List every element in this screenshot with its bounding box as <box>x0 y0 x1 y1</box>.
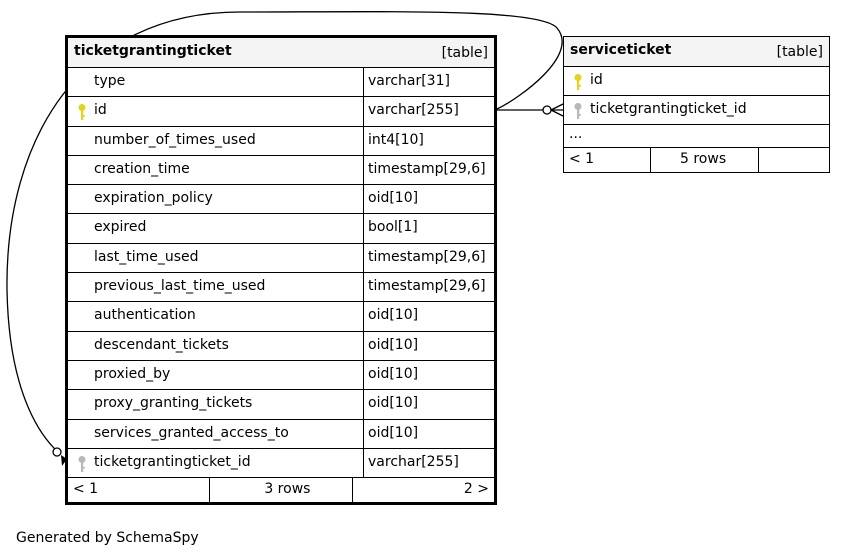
column-name-cell <box>68 273 364 301</box>
column-name-cell <box>68 332 364 360</box>
table-header <box>68 38 494 68</box>
column-name: previous_last_time_used <box>94 278 266 295</box>
column-row-number-of-times-used[interactable] <box>68 127 494 156</box>
column-name: creation_time <box>94 160 190 177</box>
generated-by-credit[interactable]: Generated by SchemaSpy <box>16 530 199 546</box>
column-name-cell <box>68 127 364 155</box>
children-link-cell <box>759 148 829 172</box>
column-name-cell <box>68 214 364 242</box>
table-kind-label: [table] <box>441 45 488 61</box>
column-type: oid[10] <box>368 190 419 207</box>
self-reference-optional-marker <box>53 448 61 456</box>
column-name-cell <box>68 68 364 96</box>
column-name: expiration_policy <box>94 190 213 207</box>
column-type: varchar[255] <box>368 453 459 470</box>
parents-link-cell[interactable] <box>564 148 651 172</box>
column-type: oid[10] <box>368 395 419 412</box>
column-type-cell <box>364 273 494 301</box>
column-row-last-time-used[interactable] <box>68 244 494 273</box>
column-row-creation-time[interactable] <box>68 156 494 185</box>
column-name: ticketgrantingticket_id <box>94 453 251 470</box>
column-type: oid[10] <box>368 424 419 441</box>
column-name: number_of_times_used <box>94 131 256 148</box>
table-footer <box>68 478 494 502</box>
column-type-cell <box>364 244 494 272</box>
table-title[interactable]: ticketgrantingticket <box>74 43 232 59</box>
primary-key-icon <box>77 103 87 121</box>
column-type-cell <box>364 68 494 96</box>
column-row-expiration-policy[interactable] <box>68 185 494 214</box>
column-name-cell <box>68 390 364 418</box>
row-count: 3 rows <box>264 481 311 498</box>
column-name: authentication <box>94 307 196 324</box>
column-row-id[interactable] <box>564 67 829 96</box>
column-name-cell <box>68 302 364 330</box>
column-type-cell <box>364 361 494 389</box>
column-name-cell <box>68 361 364 389</box>
table-header <box>564 37 829 67</box>
column-row-type[interactable] <box>68 68 494 97</box>
column-type-cell <box>364 420 494 448</box>
column-type: oid[10] <box>368 336 419 353</box>
column-row-proxied-by[interactable] <box>68 361 494 390</box>
column-type-cell <box>364 302 494 330</box>
parents-count[interactable]: < 1 <box>73 481 99 498</box>
column-type-cell <box>364 156 494 184</box>
column-name-cell <box>68 185 364 213</box>
foreign-key-icon <box>573 102 583 120</box>
serviceticket-table[interactable] <box>563 36 830 173</box>
column-name: last_time_used <box>94 248 199 265</box>
column-name: id <box>94 102 107 119</box>
table-kind-label: [table] <box>776 44 823 60</box>
column-row-proxy-granting-tickets[interactable] <box>68 390 494 419</box>
column-name: expired <box>94 219 147 236</box>
column-type: timestamp[29,6] <box>368 160 486 177</box>
column-type: bool[1] <box>368 219 418 236</box>
row-count-cell <box>209 478 351 502</box>
column-type: oid[10] <box>368 365 419 382</box>
column-type-cell <box>364 332 494 360</box>
children-count[interactable]: 2 > <box>463 481 489 498</box>
foreign-key-icon <box>77 455 87 473</box>
table-footer <box>564 148 829 172</box>
column-row-ticketgrantingticket-id[interactable] <box>68 449 494 478</box>
column-name: proxied_by <box>94 365 171 382</box>
column-name: ticketgrantingticket_id <box>590 101 747 117</box>
row-count-cell <box>651 148 759 172</box>
column-type: oid[10] <box>368 307 419 324</box>
column-type-cell <box>364 185 494 213</box>
column-name-cell <box>68 97 364 125</box>
column-row-ticketgrantingticket-id[interactable] <box>564 96 829 125</box>
table-title[interactable]: serviceticket <box>570 42 672 58</box>
column-name: services_granted_access_to <box>94 424 289 441</box>
column-row-authentication[interactable] <box>68 302 494 331</box>
column-type: timestamp[29,6] <box>368 248 486 265</box>
parents-count[interactable]: < 1 <box>569 151 595 167</box>
column-type-cell <box>364 214 494 242</box>
column-type-cell <box>364 449 494 477</box>
ticketgrantingticket-table[interactable] <box>65 35 497 505</box>
column-name: descendant_tickets <box>94 336 229 353</box>
column-type-cell <box>364 390 494 418</box>
column-type: varchar[255] <box>368 102 459 119</box>
column-row-id[interactable] <box>68 97 494 126</box>
more-columns-row <box>564 125 829 148</box>
column-name-cell <box>68 420 364 448</box>
column-name-cell <box>68 156 364 184</box>
column-type-cell <box>364 127 494 155</box>
children-link-cell[interactable] <box>352 478 494 502</box>
column-row-previous-last-time-used[interactable] <box>68 273 494 302</box>
column-name: id <box>590 72 603 88</box>
column-row-services-granted-access-to[interactable] <box>68 420 494 449</box>
column-type-cell <box>364 97 494 125</box>
serviceticket-crowfoot <box>551 104 563 116</box>
column-name: proxy_granting_tickets <box>94 395 253 412</box>
column-name: type <box>94 73 126 89</box>
row-count: 5 rows <box>680 151 727 167</box>
column-name-cell <box>68 244 364 272</box>
column-row-expired[interactable] <box>68 214 494 243</box>
serviceticket-optional-marker <box>543 106 551 114</box>
column-type: varchar[31] <box>368 73 450 89</box>
primary-key-icon <box>573 73 583 91</box>
column-type: timestamp[29,6] <box>368 278 486 295</box>
column-name-cell <box>68 449 364 477</box>
column-name-cell <box>564 67 829 95</box>
column-type: int4[10] <box>368 131 424 148</box>
column-name-cell <box>564 96 829 124</box>
column-row-descendant-tickets[interactable] <box>68 332 494 361</box>
parents-link-cell[interactable] <box>68 478 209 502</box>
more-columns-ellipsis: ... <box>569 126 583 142</box>
